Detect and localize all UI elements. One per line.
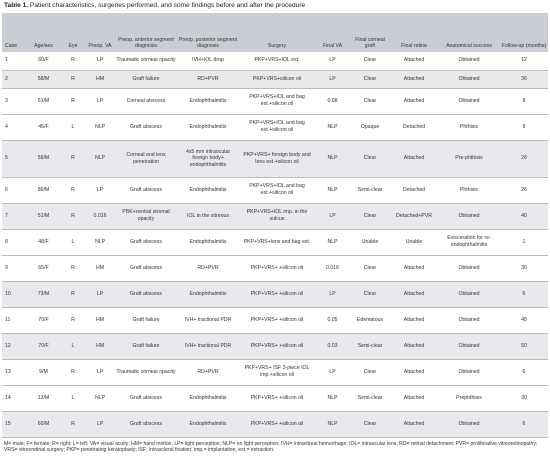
table-cell: R xyxy=(61,281,85,307)
table-cell: Graft abscess xyxy=(115,411,177,437)
table-cell: PKP+VRS+ +silicon oil xyxy=(239,307,315,333)
table-cell: 0.016 xyxy=(85,203,115,229)
table-cell: NLP xyxy=(315,385,350,411)
table-cell: 6 xyxy=(500,281,548,307)
table-cell: Obtained xyxy=(438,359,500,385)
table-cell: Attached xyxy=(390,333,438,359)
column-header: Preop. posterior segment diagnosis xyxy=(177,13,239,52)
table-cell: IOL in the vitreous xyxy=(177,203,239,229)
table-cell: RD+PVR xyxy=(177,255,239,281)
table-cell: Graft abscess xyxy=(115,114,177,140)
table-cell: Phthisis xyxy=(438,114,500,140)
table-cell: Detached+PVR xyxy=(390,203,438,229)
table-cell: RD+PVR xyxy=(177,359,239,385)
table-cell: Endophthalmitis xyxy=(177,88,239,114)
table-cell: 13/M xyxy=(26,385,61,411)
table-cell: Obtained xyxy=(438,333,500,359)
table-cell: Obtained xyxy=(438,88,500,114)
table-cell: 45/F xyxy=(26,114,61,140)
caption-label: Table 1. xyxy=(4,2,29,9)
table-cell: Obtained xyxy=(438,203,500,229)
table-cell: Clear xyxy=(350,52,390,70)
table-cell: 60/F xyxy=(26,52,61,70)
table-cell: Attached xyxy=(390,385,438,411)
table-cell: 48/F xyxy=(26,229,61,255)
table-cell: 8 xyxy=(2,229,26,255)
table-cell: Semi-clear xyxy=(350,333,390,359)
table-cell: 8 xyxy=(500,88,548,114)
caption-text: Patient characteristics, surgeries performed, and some findings before and after the procedure xyxy=(29,2,306,9)
table-cell: 0.03 xyxy=(315,333,350,359)
table-cell: HM xyxy=(85,307,115,333)
table-cell: Prephthisis xyxy=(438,385,500,411)
table-cell: 0.016 xyxy=(315,255,350,281)
table-cell: 11 xyxy=(2,307,26,333)
table-cell: 28 xyxy=(500,140,548,177)
table-cell: 51/M xyxy=(26,88,61,114)
table-cell: Phthisis xyxy=(438,177,500,203)
table-cell: NLP xyxy=(315,140,350,177)
table-cell: PKP+VRS+IOL and bag ext.+silicon oil xyxy=(239,88,315,114)
table-cell: IVH+IOL drop xyxy=(177,52,239,70)
table-cell: Clear xyxy=(350,203,390,229)
table-cell: PKP+VRS+lens and bag ext. xyxy=(239,229,315,255)
table-cell: Pre-phthisis xyxy=(438,140,500,177)
table-cell: Attached xyxy=(390,52,438,70)
table-cell: 4 xyxy=(2,114,26,140)
table-cell: 6 xyxy=(500,411,548,437)
table-cell: NLP xyxy=(85,114,115,140)
table-cell: R xyxy=(61,70,85,88)
table-cell: Opaque xyxy=(350,114,390,140)
column-header: Final retina xyxy=(390,13,438,52)
table-cell: 14 xyxy=(2,385,26,411)
table-cell: Traumatic corneal opacity xyxy=(115,52,177,70)
table-cell: 30 xyxy=(500,255,548,281)
table-cell: Clear xyxy=(350,411,390,437)
table-cell: Graft abscess xyxy=(115,255,177,281)
table-cell: Detached xyxy=(390,114,438,140)
table-cell: 1 xyxy=(2,52,26,70)
table-cell: Unable xyxy=(350,229,390,255)
table-cell: Clear xyxy=(350,88,390,114)
table-cell: Graft failure xyxy=(115,70,177,88)
table-cell: Obtained xyxy=(438,307,500,333)
table-cell: Endophthalmitis xyxy=(177,229,239,255)
table-cell: 0.08 xyxy=(315,88,350,114)
table-cell: Endophthalmitis xyxy=(177,177,239,203)
table-cell: PKP+VRS+ +silicon oil xyxy=(239,411,315,437)
table-cell: 6 xyxy=(2,177,26,203)
table-cell: Attached xyxy=(390,307,438,333)
table-cell: Detached xyxy=(390,177,438,203)
table-cell: Clear xyxy=(350,70,390,88)
table-row xyxy=(2,52,548,70)
table-cell: 48 xyxy=(500,307,548,333)
table-cell: PKP+VRS+ foreign body and lens ext.+silicon oil xyxy=(239,140,315,177)
column-header: Surgery xyxy=(239,13,315,52)
table-cell: NLP xyxy=(315,411,350,437)
column-header: Final corneal graft xyxy=(350,13,390,52)
table-body xyxy=(2,52,548,437)
table-footnote: M= male; F= female; R= right; L= left; VA= visual acuity; HM= hand motion; LP= light perception; NLP= no light perception; IVH= intravitreal hemorrhage; IOL= intraocular lens; RD= retinal detachment; PVR= proliferative vitreoretinopathy; VRS= vitreoretinal surgery; PKP= penetrating keratoplasty; ISF; intrascleral fixation; imp.= implantation, ext.= extraction. xyxy=(4,440,538,454)
table-cell: 60/M xyxy=(26,411,61,437)
table-cell: HM xyxy=(85,333,115,359)
table-cell: LP xyxy=(315,281,350,307)
table-cell: Unable xyxy=(390,229,438,255)
table-cell: R xyxy=(61,359,85,385)
table-row xyxy=(2,229,548,255)
table-caption xyxy=(4,2,548,11)
table-row xyxy=(2,385,548,411)
table-cell: Obtained xyxy=(438,70,500,88)
table-cell: PKP+VRS+ ISF 3-piece IOL imp.+silicon oil xyxy=(239,359,315,385)
table-cell: Attached xyxy=(390,70,438,88)
table-cell: Attached xyxy=(390,255,438,281)
table-cell: PBK+central stromal opacity xyxy=(115,203,177,229)
table-cell: Obtained xyxy=(438,255,500,281)
table-cell: LP xyxy=(85,281,115,307)
table-cell: NLP xyxy=(315,114,350,140)
column-header: Preop. VA xyxy=(85,13,115,52)
table-cell: 51/M xyxy=(26,203,61,229)
table-cell: Attached xyxy=(390,140,438,177)
table-row xyxy=(2,333,548,359)
table-cell: Graft abscess xyxy=(115,281,177,307)
table-cell: NLP xyxy=(85,229,115,255)
column-header: Preop. anterior segment diagnosis xyxy=(115,13,177,52)
column-header: Anatomical success xyxy=(438,13,500,52)
table-cell: Obtained xyxy=(438,411,500,437)
table-cell: Obtained xyxy=(438,281,500,307)
table-cell: L xyxy=(61,229,85,255)
patient-table xyxy=(2,13,548,438)
table-cell: 36 xyxy=(500,70,548,88)
table-cell: 12 xyxy=(500,52,548,70)
table-cell: 70/F xyxy=(26,333,61,359)
table-row xyxy=(2,307,548,333)
table-cell: 80/M xyxy=(26,177,61,203)
table-cell: RD+PVR xyxy=(177,70,239,88)
table-cell: Graft abscess xyxy=(115,177,177,203)
table-cell: L xyxy=(61,333,85,359)
table-cell: L xyxy=(61,385,85,411)
table-cell: LP xyxy=(315,203,350,229)
table-cell: Attached xyxy=(390,88,438,114)
table-cell: Semi-clear xyxy=(350,385,390,411)
table-cell: 3 xyxy=(2,88,26,114)
table-cell: IVH+ tractional PDR xyxy=(177,307,239,333)
table-cell: PKP+VRS+ +silicon oil xyxy=(239,255,315,281)
table-row xyxy=(2,114,548,140)
table-cell: NLP xyxy=(315,177,350,203)
table-cell: 50 xyxy=(500,333,548,359)
table-cell: 65/F xyxy=(26,255,61,281)
table-cell: 70/F xyxy=(26,307,61,333)
table-cell: R xyxy=(61,307,85,333)
table-cell: Endophthalmitis xyxy=(177,411,239,437)
table-cell: Traumatic corneal opacity xyxy=(115,359,177,385)
table-cell: Graft abscess xyxy=(115,229,177,255)
table-cell: 30 xyxy=(500,385,548,411)
table-cell: LP xyxy=(315,359,350,385)
table-cell: 6 xyxy=(500,359,548,385)
table-row xyxy=(2,88,548,114)
table-cell: PKP+VRS+IOL imp. in the sulcus xyxy=(239,203,315,229)
table-cell: NLP xyxy=(315,229,350,255)
table-cell: R xyxy=(61,88,85,114)
table-cell: PKP+VRS+ +silicon oil xyxy=(239,333,315,359)
table-cell: LP xyxy=(85,177,115,203)
table-row xyxy=(2,281,548,307)
column-header: Eye xyxy=(61,13,85,52)
table-cell: 40 xyxy=(500,203,548,229)
table-cell: Clear xyxy=(350,255,390,281)
table-cell: LP xyxy=(315,70,350,88)
table-cell: 12 xyxy=(2,333,26,359)
table-cell: 73/M xyxy=(26,281,61,307)
table-cell: Graft failure xyxy=(115,307,177,333)
header-row xyxy=(2,13,548,52)
table-cell: Attached xyxy=(390,411,438,437)
table-cell: 9 xyxy=(2,255,26,281)
table-row xyxy=(2,70,548,88)
table-cell: LP xyxy=(85,411,115,437)
table-row xyxy=(2,140,548,177)
table-cell: 4x5 mm intraocular foreign body+ endophthalmitis xyxy=(177,140,239,177)
table-row xyxy=(2,359,548,385)
table-cell: 58/M xyxy=(26,70,61,88)
table-cell: PKP+VRS+IOL and bag ext.+silicon oil xyxy=(239,114,315,140)
table-cell: Clear xyxy=(350,281,390,307)
table-cell: 56/M xyxy=(26,140,61,177)
table-cell: Semi-clear xyxy=(350,177,390,203)
table-cell: HM xyxy=(85,255,115,281)
table-cell: Endophthalmitis xyxy=(177,385,239,411)
table-cell: 1 xyxy=(500,229,548,255)
table-cell: LP xyxy=(85,359,115,385)
table-cell: R xyxy=(61,203,85,229)
column-header: Final VA xyxy=(315,13,350,52)
table-cell: PKP+VRS+silicon oil xyxy=(239,70,315,88)
table-cell: R xyxy=(61,52,85,70)
table-row xyxy=(2,203,548,229)
table-cell: Attached xyxy=(390,281,438,307)
table-row xyxy=(2,411,548,437)
table-cell: Attached xyxy=(390,359,438,385)
table-cell: 2 xyxy=(2,70,26,88)
table-cell: PKP+VRS+ +silicon oil xyxy=(239,281,315,307)
table-cell: Obtained xyxy=(438,52,500,70)
table-cell: LP xyxy=(315,52,350,70)
table-cell: Corneal and lens penetration xyxy=(115,140,177,177)
table-cell: LP xyxy=(85,52,115,70)
table-cell: NLP xyxy=(85,385,115,411)
table-cell: 15 xyxy=(2,411,26,437)
table-cell: PKP+VRS+ +silicon oil xyxy=(239,385,315,411)
table-cell: R xyxy=(61,411,85,437)
column-header: Age/sex xyxy=(26,13,61,52)
table-cell: R xyxy=(61,177,85,203)
table-cell: NLP xyxy=(85,140,115,177)
table-cell: 9/M xyxy=(26,359,61,385)
table-cell: Graft abscess xyxy=(115,385,177,411)
table-cell: 26 xyxy=(500,177,548,203)
table-row xyxy=(2,177,548,203)
table-cell: LP xyxy=(85,88,115,114)
table-cell: 10 xyxy=(2,281,26,307)
table-cell: IVH+ tractional PDR xyxy=(177,333,239,359)
table-cell: 0.05 xyxy=(315,307,350,333)
table-cell: 5 xyxy=(2,140,26,177)
table-cell: 7 xyxy=(2,203,26,229)
table-container xyxy=(2,2,548,454)
table-cell: Edematous xyxy=(350,307,390,333)
table-cell: Endophthalmitis xyxy=(177,281,239,307)
table-cell: Clear xyxy=(350,359,390,385)
table-cell: PKP+VRS+IOL and bag ext.+silicon oil xyxy=(239,177,315,203)
table-cell: HM xyxy=(85,70,115,88)
table-cell: R xyxy=(61,140,85,177)
table-cell: R xyxy=(61,255,85,281)
table-cell: 13 xyxy=(2,359,26,385)
table-cell: 9 xyxy=(500,114,548,140)
column-header: Case xyxy=(2,13,26,52)
table-cell: Corneal abscess xyxy=(115,88,177,114)
table-cell: L xyxy=(61,114,85,140)
table-cell: Evisceration for re-endophthalmitis xyxy=(438,229,500,255)
table-cell: PKP+VRS+IOL ext. xyxy=(239,52,315,70)
column-header: Follow-up (months) xyxy=(500,13,548,52)
table-cell: Clear xyxy=(350,140,390,177)
table-cell: Graft failure xyxy=(115,333,177,359)
table-cell: Endophthalmitis xyxy=(177,114,239,140)
table-row xyxy=(2,255,548,281)
